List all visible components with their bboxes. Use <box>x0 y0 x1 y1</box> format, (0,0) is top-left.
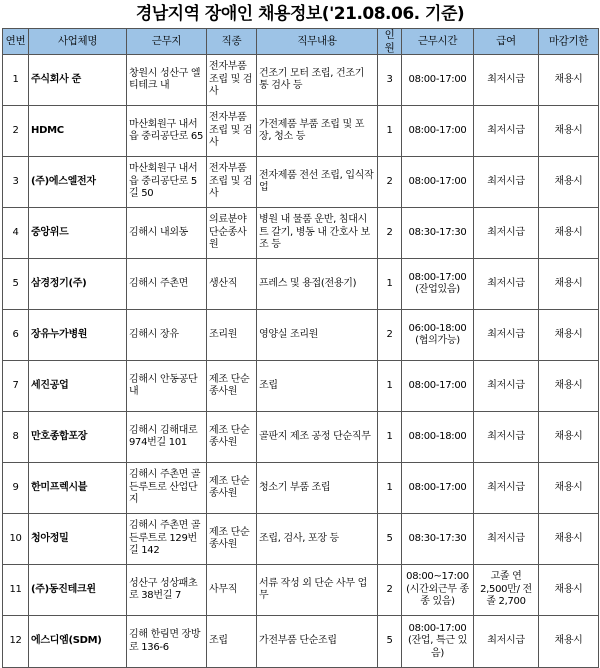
cell-duty: 병원 내 물품 운반, 침대시트 갈기, 병동 내 간호사 보조 등 <box>257 208 378 259</box>
cell-staff: 5 <box>378 616 402 668</box>
cell-staff: 2 <box>378 310 402 361</box>
cell-deadline: 채용시 <box>539 106 599 157</box>
cell-company: HDMC <box>29 106 127 157</box>
col-header-staff: 인원 <box>378 29 402 55</box>
col-header-company: 사업체명 <box>29 29 127 55</box>
table-row <box>3 310 599 361</box>
cell-duty: 영양실 조리원 <box>257 310 378 361</box>
cell-hours: 08:00-17:00 (잔업, 특근 있음) <box>402 616 474 668</box>
cell-pay: 최저시급 <box>474 412 539 463</box>
col-header-deadline: 마감기한 <box>539 29 599 55</box>
table-row <box>3 157 599 208</box>
cell-no: 3 <box>3 157 29 208</box>
cell-staff: 1 <box>378 463 402 514</box>
cell-no: 9 <box>3 463 29 514</box>
cell-deadline: 채용시 <box>539 616 599 668</box>
cell-pay: 고졸 연 2,500만/ 전졸 2,700 <box>474 565 539 616</box>
cell-staff: 1 <box>378 412 402 463</box>
table-row <box>3 412 599 463</box>
cell-deadline: 채용시 <box>539 55 599 106</box>
col-header-no: 연번 <box>3 29 29 55</box>
cell-company: 장유누가병원 <box>29 310 127 361</box>
col-header-duty: 직무내용 <box>257 29 378 55</box>
cell-hours: 08:00-17:00 <box>402 463 474 514</box>
cell-hours: 08:00-17:00 <box>402 361 474 412</box>
cell-no: 4 <box>3 208 29 259</box>
table-header-row <box>3 29 599 55</box>
cell-hours: 08:00-17:00 <box>402 157 474 208</box>
cell-staff: 5 <box>378 514 402 565</box>
cell-location: 김해시 주촌면 골든루트로 129번길 142 <box>127 514 207 565</box>
table-row <box>3 565 599 616</box>
cell-pay: 최저시급 <box>474 361 539 412</box>
cell-pay: 최저시급 <box>474 463 539 514</box>
cell-staff: 1 <box>378 361 402 412</box>
cell-staff: 1 <box>378 106 402 157</box>
cell-staff: 2 <box>378 208 402 259</box>
cell-no: 11 <box>3 565 29 616</box>
cell-hours: 08:00~17:00 (시간외근무 종종 있음) <box>402 565 474 616</box>
cell-location: 창원시 성산구 엘티테크 내 <box>127 55 207 106</box>
cell-type: 제조 단순 종사원 <box>207 412 257 463</box>
table-row <box>3 616 599 668</box>
cell-no: 7 <box>3 361 29 412</box>
cell-pay: 최저시급 <box>474 514 539 565</box>
table-row <box>3 463 599 514</box>
cell-staff: 3 <box>378 55 402 106</box>
cell-no: 12 <box>3 616 29 668</box>
cell-type: 제조 단순 종사원 <box>207 361 257 412</box>
cell-company: 에스디엠(SDM) <box>29 616 127 668</box>
cell-staff: 2 <box>378 157 402 208</box>
cell-pay: 최저시급 <box>474 208 539 259</box>
cell-company: 만호종합포장 <box>29 412 127 463</box>
col-header-type: 직종 <box>207 29 257 55</box>
cell-company: 삼경정기(주) <box>29 259 127 310</box>
cell-company: 중앙위드 <box>29 208 127 259</box>
cell-duty: 가전제품 부품 조립 및 포장, 청소 등 <box>257 106 378 157</box>
cell-duty: 골판지 제조 공정 단순직무 <box>257 412 378 463</box>
cell-location: 김해시 주촌면 <box>127 259 207 310</box>
cell-deadline: 채용시 <box>539 208 599 259</box>
col-header-location: 근무지 <box>127 29 207 55</box>
table-row <box>3 514 599 565</box>
cell-hours: 08:00-17:00 <box>402 55 474 106</box>
cell-hours: 08:30-17:30 <box>402 514 474 565</box>
cell-no: 5 <box>3 259 29 310</box>
cell-deadline: 채용시 <box>539 565 599 616</box>
cell-location: 성산구 성상패초로 38번길 7 <box>127 565 207 616</box>
table-row <box>3 208 599 259</box>
cell-no: 1 <box>3 55 29 106</box>
cell-duty: 청소기 부품 조립 <box>257 463 378 514</box>
cell-hours: 08:00-17:00 <box>402 106 474 157</box>
cell-duty: 전자제품 전선 조립, 입식작업 <box>257 157 378 208</box>
cell-duty: 가전부품 단순조립 <box>257 616 378 668</box>
cell-type: 전자부품 조립 및 검사 <box>207 106 257 157</box>
cell-company: (주)동진테크윈 <box>29 565 127 616</box>
cell-type: 조립 <box>207 616 257 668</box>
cell-hours: 06:00-18:00 (협의가능) <box>402 310 474 361</box>
cell-duty: 서류 작성 외 단순 사무 업무 <box>257 565 378 616</box>
cell-pay: 최저시급 <box>474 259 539 310</box>
cell-type: 의료분야 단순종사원 <box>207 208 257 259</box>
cell-pay: 최저시급 <box>474 616 539 668</box>
cell-location: 김해시 내외동 <box>127 208 207 259</box>
table-row <box>3 259 599 310</box>
cell-no: 8 <box>3 412 29 463</box>
cell-duty: 조립 <box>257 361 378 412</box>
cell-type: 조리원 <box>207 310 257 361</box>
table-row <box>3 361 599 412</box>
cell-deadline: 채용시 <box>539 310 599 361</box>
cell-hours: 08:00-17:00 (잔업있음) <box>402 259 474 310</box>
cell-location: 마산회원구 내서읍 중리공단로 65 <box>127 106 207 157</box>
cell-deadline: 채용시 <box>539 157 599 208</box>
table-row <box>3 55 599 106</box>
cell-no: 2 <box>3 106 29 157</box>
cell-no: 6 <box>3 310 29 361</box>
cell-no: 10 <box>3 514 29 565</box>
cell-company: (주)에스엘전자 <box>29 157 127 208</box>
cell-type: 생산직 <box>207 259 257 310</box>
cell-type: 전자부품 조립 및 검사 <box>207 55 257 106</box>
cell-company: 한미프렉시블 <box>29 463 127 514</box>
cell-deadline: 채용시 <box>539 463 599 514</box>
cell-location: 김해 한림면 장방로 136-6 <box>127 616 207 668</box>
cell-location: 김해시 안동공단 내 <box>127 361 207 412</box>
cell-location: 김해시 김해대로 974번길 101 <box>127 412 207 463</box>
cell-hours: 08:00-18:00 <box>402 412 474 463</box>
cell-duty: 프레스 및 용접(전용기) <box>257 259 378 310</box>
cell-company: 세진공업 <box>29 361 127 412</box>
cell-staff: 2 <box>378 565 402 616</box>
cell-deadline: 채용시 <box>539 412 599 463</box>
cell-hours: 08:30-17:30 <box>402 208 474 259</box>
page-title: 경남지역 장애인 채용정보('21.08.06. 기준) <box>135 4 465 24</box>
cell-duty: 건조기 모터 조립, 건조기 통 검사 등 <box>257 55 378 106</box>
cell-location: 김해시 장유 <box>127 310 207 361</box>
cell-company: 주식회사 준 <box>29 55 127 106</box>
job-table <box>2 28 599 668</box>
col-header-pay: 급여 <box>474 29 539 55</box>
cell-company: 청아정밀 <box>29 514 127 565</box>
cell-deadline: 채용시 <box>539 361 599 412</box>
cell-pay: 최저시급 <box>474 310 539 361</box>
cell-location: 김해시 주촌면 골든루트로 산업단지 <box>127 463 207 514</box>
cell-staff: 1 <box>378 259 402 310</box>
cell-type: 제조 단순 종사원 <box>207 463 257 514</box>
table-row <box>3 106 599 157</box>
cell-type: 제조 단순 종사원 <box>207 514 257 565</box>
cell-pay: 최저시급 <box>474 157 539 208</box>
cell-duty: 조립, 검사, 포장 등 <box>257 514 378 565</box>
col-header-hours: 근무시간 <box>402 29 474 55</box>
cell-type: 사무직 <box>207 565 257 616</box>
cell-pay: 최저시급 <box>474 106 539 157</box>
cell-location: 마산회원구 내서읍 중리공단로 5길 50 <box>127 157 207 208</box>
cell-deadline: 채용시 <box>539 259 599 310</box>
cell-deadline: 채용시 <box>539 514 599 565</box>
cell-pay: 최저시급 <box>474 55 539 106</box>
cell-type: 전자부품 조립 및 검사 <box>207 157 257 208</box>
